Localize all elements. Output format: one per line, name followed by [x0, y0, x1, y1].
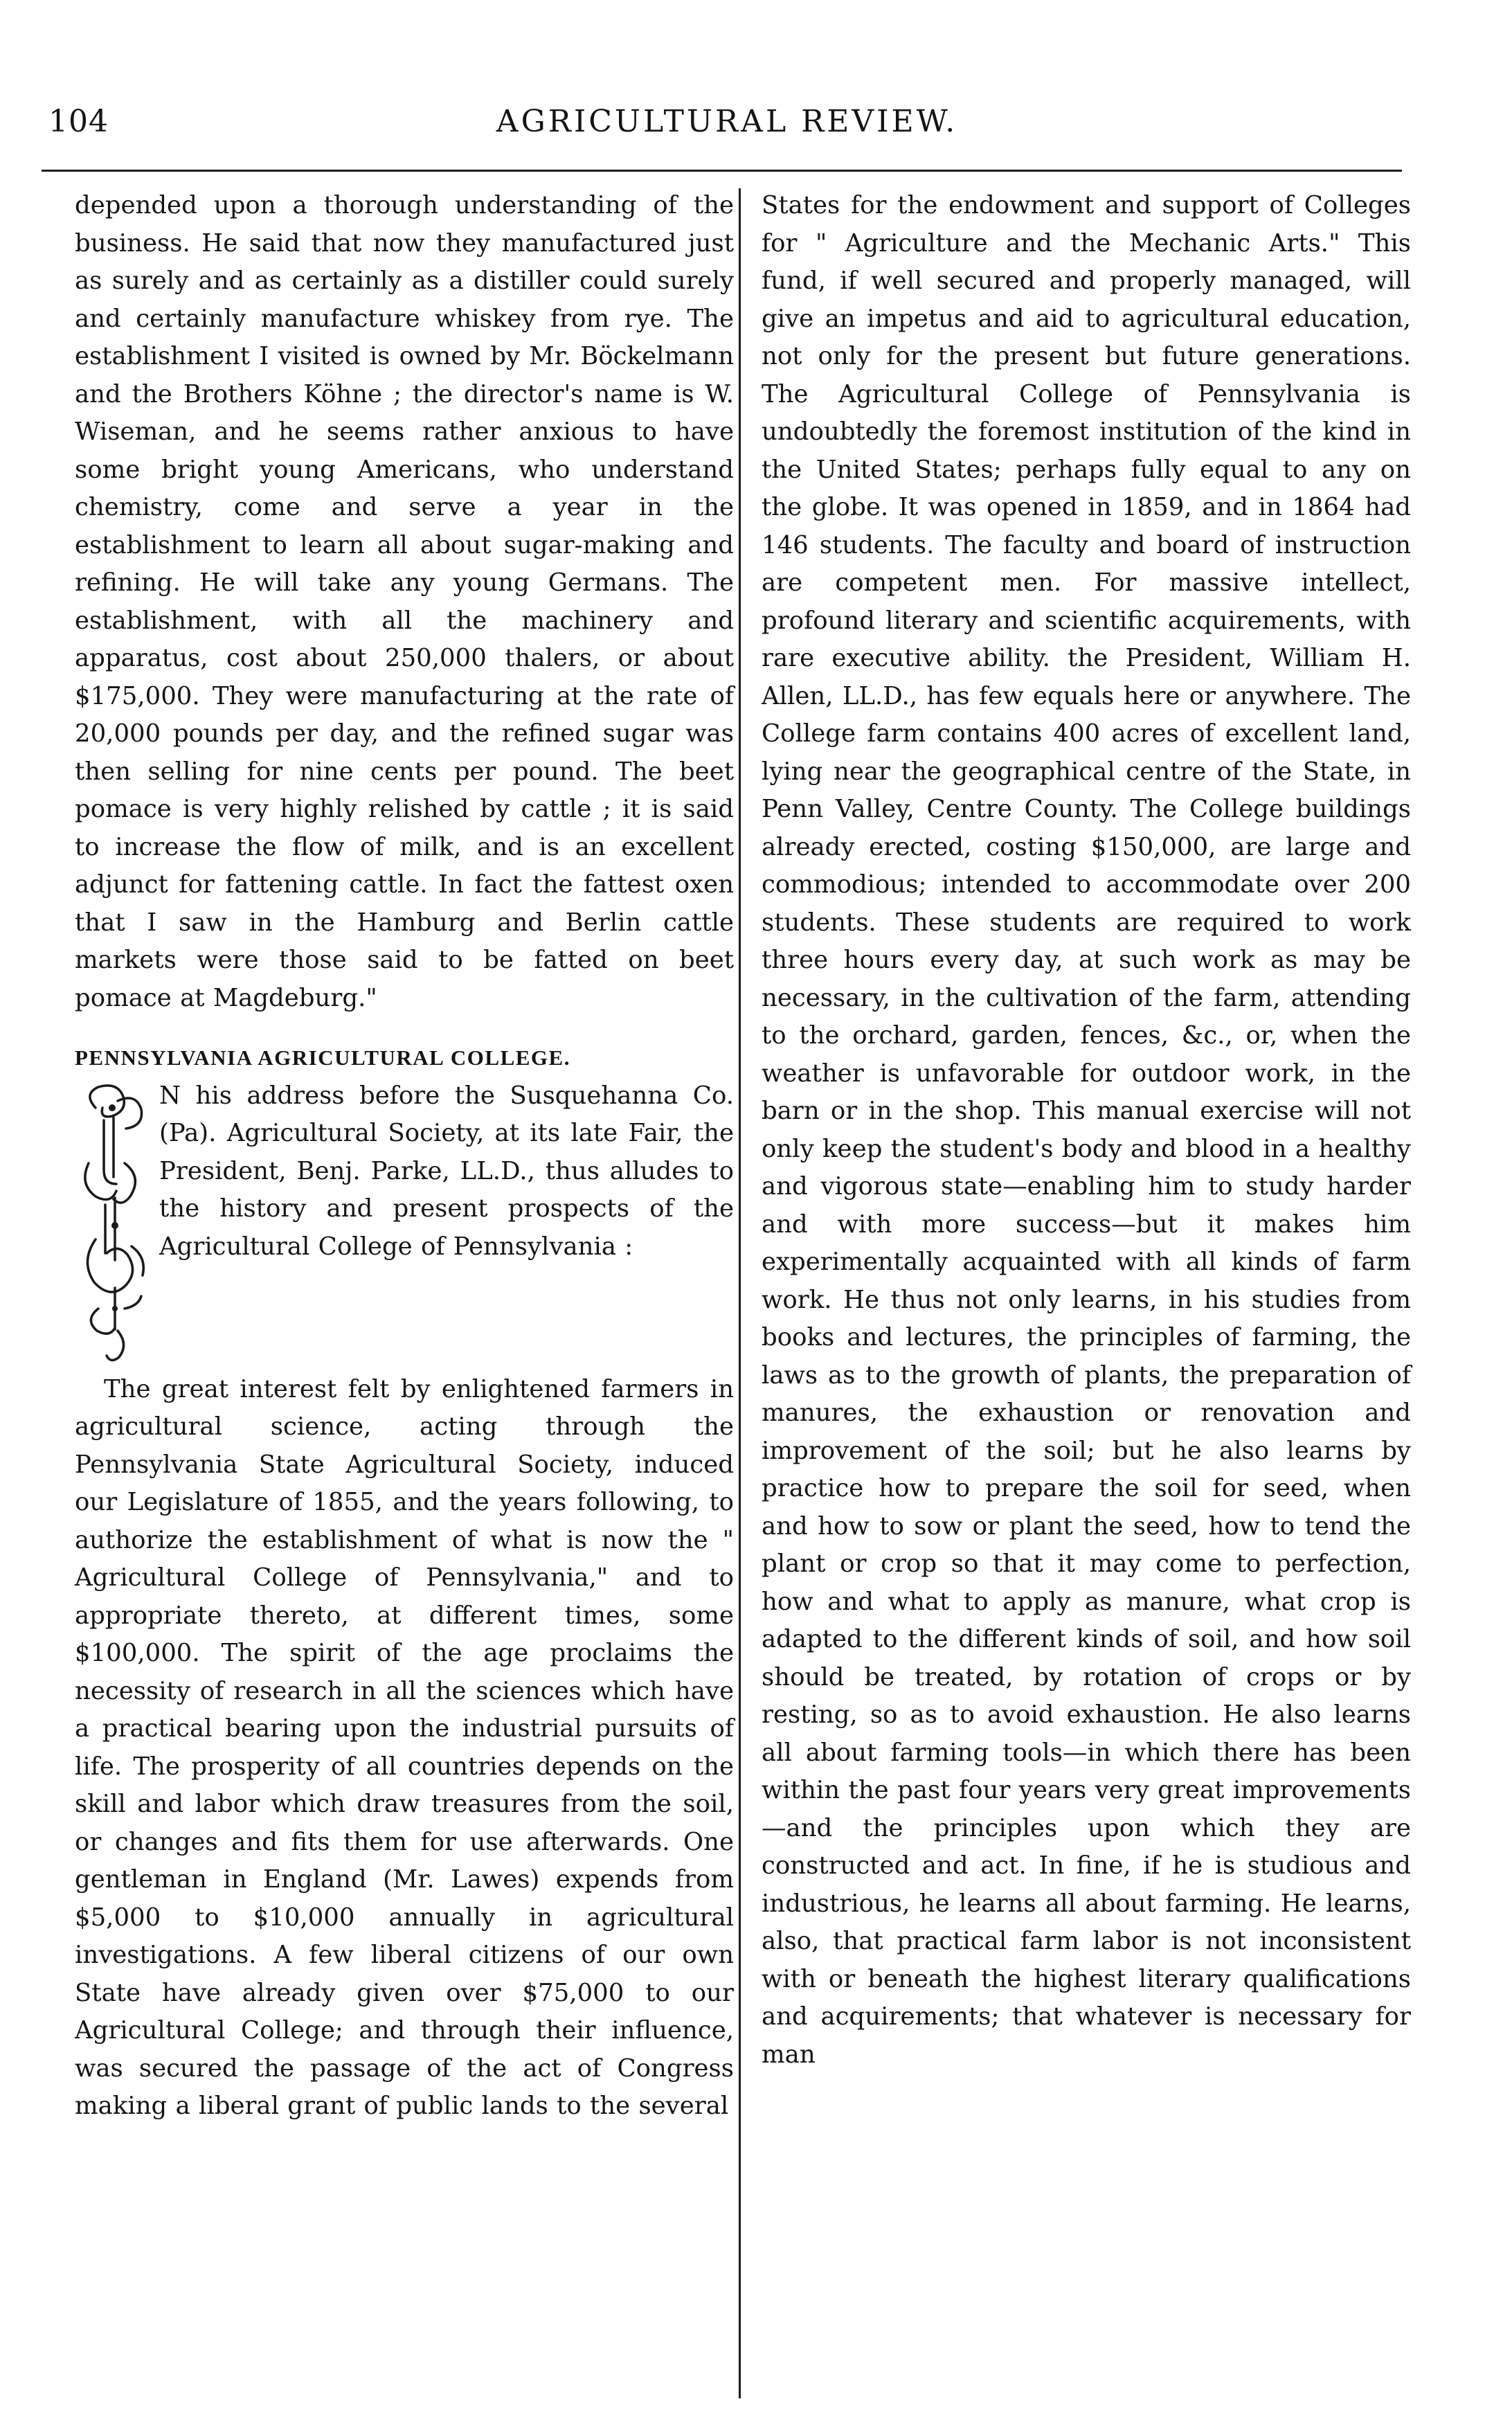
header-rule: [42, 170, 1402, 172]
running-title: AGRICULTURAL REVIEW.: [496, 104, 958, 139]
continuation-paragraph: depended upon a thorough understanding of the business. He said that now they manufactured just as surely and as certainly as a distiller could surely and certainly manufacture whiskey from rye. The establishment I visited is owned by Mr. Böckelmann and the Brothers Köhne ; the director's name is W. Wiseman, and he seems rather anxious to have some bright young Americans, who understand chemistry, come and serve a year in the establishment to learn all about sugar-making and refining. He will take any young Germans. The establishment, with all the machinery and apparatus, cost about 250,000 thalers, or about $175,000. They were manufacturing at the rate of 20,000 pounds per day, and the refined sugar was then selling for nine cents per pound. The beet pomace is very highly relished by cattle ; it is said to increase the flow of milk, and is an excellent adjunct for fattening cattle. In fact the fattest oxen that I saw in the Hamburg and Berlin cattle markets were those said to be fatted on beet pomace at Magdeburg.": [75, 191, 734, 1012]
page-number: 104: [48, 104, 109, 139]
column-divider: [739, 188, 741, 2398]
article-intro: [75, 1077, 734, 1371]
page-header: [48, 104, 1405, 152]
body-paragraph: The great interest felt by enlightened farmers in agricultural science, acting through the Pennsylvania State Agricultural Society, induced our Legislature of 1855, and the years following, to authorize the establishment of what is now the " Agricultural College of Pennsylvania," and to appropriate thereto, at different times, some $100,000. The spirit of the age proclaims the necessity of research in all the sciences which have a practical bearing upon the industrial pursuits of life. The prosperity of all countries depends on the skill and labor which draw treasures from the soil, or changes and fits them for use afterwards. One gentleman in England (Mr. Lawes) expends from $5,000 to $10,000 annually in agricultural investigations. A few liberal citizens of our own State have already given over $75,000 to our Agricultural College; and through their influence, was secured the passage of the act of Congress making a liberal grant of public lands to the several: [75, 1374, 734, 2120]
ornamental-initial-icon: [75, 1080, 152, 1371]
section-heading: PENNSYLVANIA AGRICULTURAL COLLEGE.: [75, 1045, 570, 1070]
right-column: [762, 187, 1411, 2074]
right-column-paragraph: States for the endowment and support of Colleges for " Agriculture and the Mechanic Arts." This fund, if well secured and properly managed, will give an impetus and aid to agricultural education, not only for the present but future generations. The Agricultural College of Pennsylvania is undoubtedly the foremost institution of the kind in the United States; perhaps fully equal to any on the globe. It was opened in 1859, and in 1864 had 146 students. The faculty and board of instruction are competent men. For massive intellect, profound literary and scientific acquirements, with rare executive ability. the President, William H. Allen, LL.D., has few equals here or anywhere. The College farm contains 400 acres of excellent land, lying near the geographical centre of the State, in Penn Valley, Centre County. The College buildings already erected, costing $150,000, are large and commodious; intended to accommodate over 200 students. These students are required to work three hours every day, at such work as may be necessary, in the cultivation of the farm, attending to the orchard, garden, fences, &c., or, when the weather is unfavorable for outdoor work, in the barn or in the shop. This manual exercise will not only keep the student's body and blood in a healthy and vigorous state—enabling him to study harder and with more success—but it makes him experimentally acquainted with all kinds of farm work. He thus not only learns, in his studies from books and lectures, the principles of farming, the laws as to the growth of plants, the preparation of manures, the exhaustion or renovation and improvement of the soil; but he also learns by practice how to prepare the soil for seed, when and how to sow or plant the seed, how to tend the plant or crop so that it may come to perfection, how and what to apply as manure, what crop is adapted to the different kinds of soil, and how soil should be treated, by rotation of crops or by resting, so as to avoid exhaustion. He also learns all about farming tools—in which there has been within the past four years very great improvements—and the principles upon which they are constructed and act. In fine, if he is studious and industrious, he learns all about farming. He learns, also, that practical farm labor is not inconsistent with or beneath the highest literary qualifications and acquirements; that whatever is necessary for man: [762, 191, 1411, 2069]
intro-paragraph: N his address before the Susquehanna Co. (Pa). Agricultural Society, at its late Fair, the President, Benj. Parke, LL.D., thus alludes to the history and present prospects of the Agricultural College of Pennsylvania :: [159, 1081, 734, 1261]
left-column: [75, 187, 734, 2126]
